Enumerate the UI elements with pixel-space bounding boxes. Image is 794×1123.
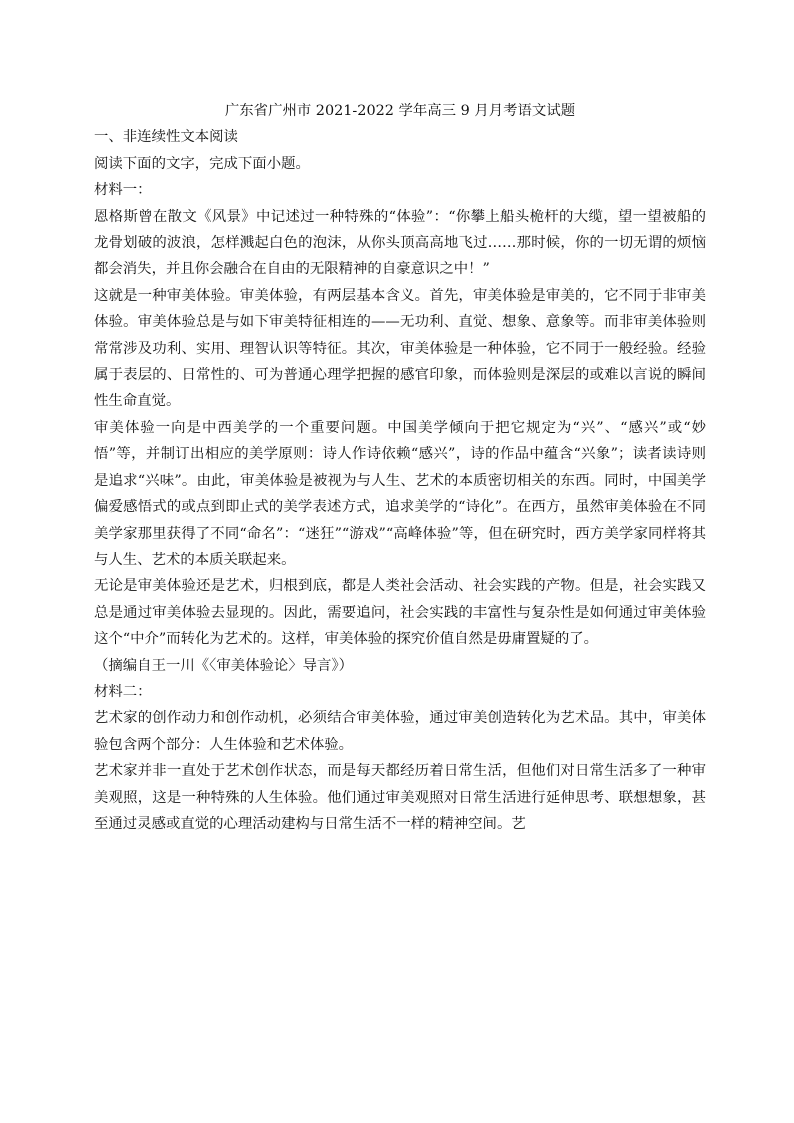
material-one-source: （摘编自王一川《〈审美体验论〉导言》） bbox=[94, 657, 354, 674]
material-one-paragraph: 审美体验一向是中西美学的一个重要问题。中国美学倾向于把它规定为“兴”、“感兴”或“妙悟”等，并制订出相应的美学原则：诗人作诗依赖“感兴”，诗的作品中蕴含“兴象”；读者读诗则是追求“兴味”。由此，审美体验是被视为与人生、艺术的本质密切相关的东西。同时，中国美学偏爱感悟式的或点到即止式的美学表述方式，追求美学的“诗化”。在西方，虽然审美体验在不同美学家那里获得了不同“命名”：“迷狂”“游戏”“高峰体验”等，但在研究时，西方美学家同样将其与人生、艺术的本质关联起来。 bbox=[94, 419, 706, 568]
material-two-paragraph: 艺术家的创作动力和创作动机，必须结合审美体验，通过审美创造转化为艺术品。其中，审美体验包含两个部分：人生体验和艺术体验。 bbox=[94, 710, 706, 753]
material-one-paragraph: 恩格斯曾在散文《风景》中记述过一种特殊的“体验”：“你攀上船头桅杆的大缆，望一望被船的龙骨划破的波浪，怎样溅起白色的泡沫，从你头顶高高地飞过……那时候，你的一切无谓的烦恼都会消失，并且你会融合在自由的无限精神的自豪意识之中！” bbox=[94, 208, 706, 278]
document-page bbox=[94, 98, 706, 837]
reading-instruction: 阅读下面的文字，完成下面小题。 bbox=[94, 155, 310, 172]
material-two-label: 材料二： bbox=[94, 683, 152, 700]
material-one-paragraph: 无论是审美体验还是艺术，归根到底，都是人类社会活动、社会实践的产物。但是，社会实践又总是通过审美体验去显现的。因此，需要追问，社会实践的丰富性与复杂性是如何通过审美体验这个“中介”而转化为艺术的。这样，审美体验的探究价值自然是毋庸置疑的了。 bbox=[94, 578, 706, 648]
section-heading: 一、非连续性文本阅读 bbox=[94, 129, 238, 146]
material-one-paragraph: 这就是一种审美体验。审美体验，有两层基本含义。首先，审美体验是审美的，它不同于非审美体验。审美体验总是与如下审美特征相连的——无功利、直觉、想象、意象等。而非审美体验则常常涉及功利、实用、理智认识等特征。其次，审美体验是一种体验，它不同于一般经验。经验属于表层的、日常性的、可为普通心理学把握的感官印象，而体验则是深层的或难以言说的瞬间性生命直觉。 bbox=[94, 287, 706, 410]
page-title: 广东省广州市 2021-2022 学年高三 9 月月考语文试题 bbox=[224, 103, 576, 119]
material-one-label: 材料一： bbox=[94, 182, 152, 199]
material-two-paragraph: 艺术家并非一直处于艺术创作状态，而是每天都经历着日常生活，但他们对日常生活多了一种审美观照，这是一种特殊的人生体验。他们通过审美观照对日常生活进行延伸思考、联想想象，甚至通过灵感或直觉的心理活动建构与日常生活不一样的精神空间。艺 bbox=[94, 763, 706, 832]
